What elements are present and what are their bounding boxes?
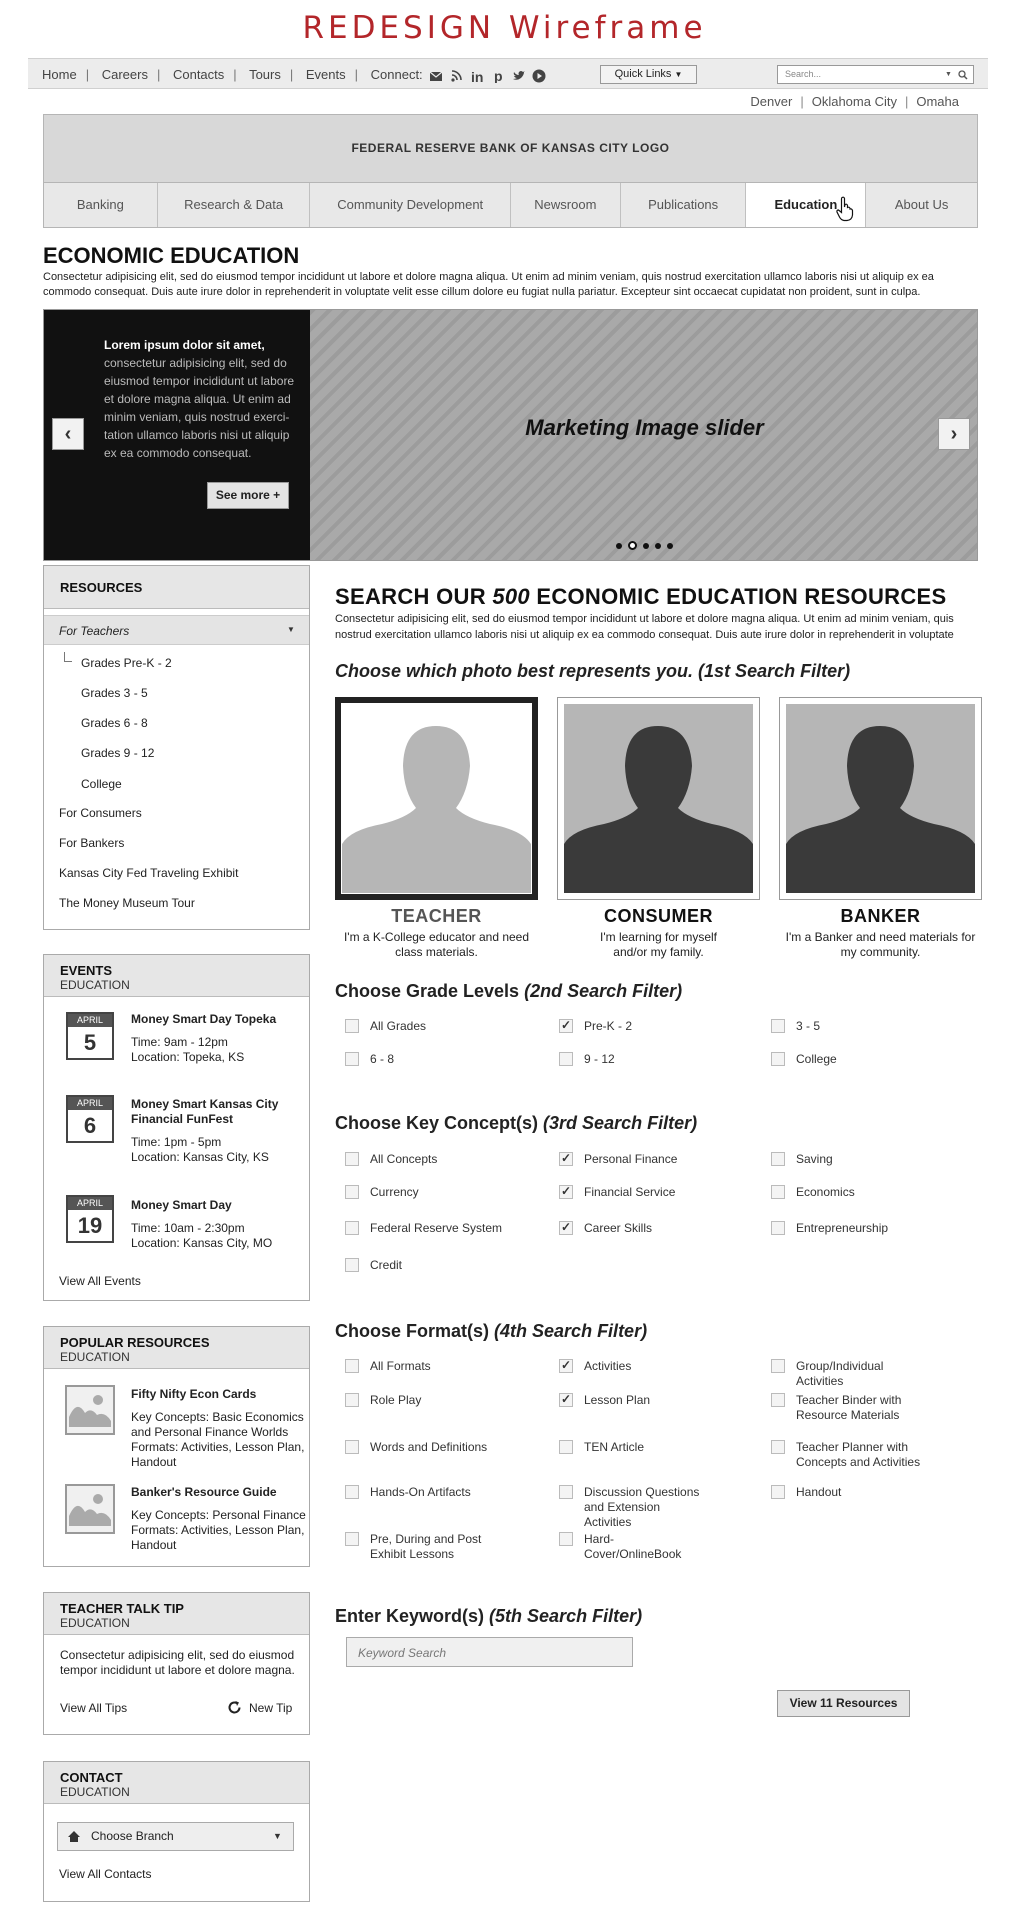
slider-dot[interactable] xyxy=(643,543,649,549)
filter3-option[interactable] xyxy=(345,1221,535,1236)
slider-image xyxy=(310,310,978,561)
avatar-placeholder xyxy=(786,704,975,893)
slider-prev-button[interactable] xyxy=(52,418,84,450)
nav-tab-research-data[interactable]: Research & Data xyxy=(158,183,311,227)
filter3-option[interactable] xyxy=(345,1152,535,1167)
pinterest-icon[interactable] xyxy=(493,69,505,83)
filter2-tag: (2nd Search Filter) xyxy=(524,981,683,1001)
event-day: 19 xyxy=(77,1213,103,1238)
event-location: Location: Topeka, KS xyxy=(131,1050,245,1064)
role-consumer xyxy=(557,906,760,960)
role-desc: I'm a K-College educator and need class materials. xyxy=(343,930,530,959)
resources-panel xyxy=(43,565,310,930)
svg-text:p: p xyxy=(494,68,503,83)
slider-dot[interactable] xyxy=(667,543,673,549)
filter2-heading xyxy=(335,981,682,1002)
filter4-option[interactable] xyxy=(345,1485,495,1500)
filter3-option[interactable] xyxy=(345,1185,535,1200)
city-omaha[interactable]: Omaha xyxy=(916,94,959,109)
filter3-heading xyxy=(335,1113,697,1134)
city-denver[interactable]: Denver xyxy=(750,94,793,109)
event-name[interactable]: Money Smart Day Topeka xyxy=(131,1012,277,1026)
choose-branch-label: Choose Branch xyxy=(91,1829,174,1843)
event-day: 5 xyxy=(83,1030,97,1055)
events-header xyxy=(44,955,309,997)
checkbox-label: Saving xyxy=(796,1152,833,1166)
tip-subtitle: EDUCATION xyxy=(60,1616,130,1630)
event-location: Location: Kansas City, KS xyxy=(131,1150,269,1164)
filter4-option[interactable] xyxy=(771,1440,931,1470)
filter3-option[interactable] xyxy=(559,1221,749,1236)
sidebar-link-traveling-exhibit[interactable]: Kansas City Fed Traveling Exhibit xyxy=(59,866,239,880)
checkbox-label: All Grades xyxy=(370,1019,427,1033)
logo-banner[interactable]: FEDERAL RESERVE BANK OF KANSAS CITY LOGO xyxy=(43,114,978,183)
nav-tab-about-us[interactable]: About Us xyxy=(894,197,949,212)
checkbox[interactable] xyxy=(345,1258,359,1272)
chevron-down-icon: ▼ xyxy=(674,70,683,79)
checkbox-label: Words and Definitions xyxy=(370,1440,488,1454)
grade-link-prek-2[interactable]: Grades Pre-K - 2 xyxy=(81,656,172,670)
checkbox-label: College xyxy=(796,1052,837,1066)
popular-item-desc: Key Concepts: Basic Economics and Personal Finance Worlds Formats: Activities, Lesson Plan, Handout xyxy=(131,1410,305,1469)
quick-links-dropdown[interactable] xyxy=(600,65,697,84)
slider-image-label: Marketing Image slider xyxy=(525,415,764,440)
calendar-icon xyxy=(66,1195,114,1243)
slider-next-button[interactable] xyxy=(938,418,970,450)
tip-text: Consectetur adipisicing elit, sed do eiusmod tempor incididunt ut labore et dolore magna. xyxy=(60,1648,295,1677)
event-month: APRIL xyxy=(68,1097,112,1110)
resources-title: RESOURCES xyxy=(44,566,309,609)
avatar-placeholder xyxy=(564,704,753,893)
grade-link-college[interactable]: College xyxy=(81,777,122,791)
chevron-down-icon: ▼ xyxy=(273,1831,282,1841)
checkbox-label: Activities xyxy=(584,1359,632,1373)
event-name[interactable]: Money Smart Day xyxy=(131,1198,232,1212)
quick-links-label: Quick Links xyxy=(614,68,672,80)
checkbox[interactable] xyxy=(771,1440,785,1454)
view-all-events-link[interactable]: View All Events xyxy=(59,1274,141,1288)
search-heading-post: ECONOMIC EDUCATION RESOURCES xyxy=(536,584,947,609)
filter2-option[interactable] xyxy=(559,1019,749,1034)
checkbox-checked[interactable] xyxy=(559,1152,573,1166)
event-item[interactable] xyxy=(131,1097,281,1165)
slider-dot[interactable] xyxy=(655,543,661,549)
checkbox-label: Credit xyxy=(370,1258,403,1272)
view-all-contacts-link[interactable]: View All Contacts xyxy=(59,1867,152,1881)
grade-link-6-8[interactable]: Grades 6 - 8 xyxy=(81,716,148,730)
checkbox-label: Pre, During and Post Exhibit Lessons xyxy=(370,1532,482,1561)
checkbox[interactable] xyxy=(345,1393,359,1407)
filter4-option[interactable] xyxy=(345,1440,495,1455)
checkbox[interactable] xyxy=(559,1485,573,1499)
popular-item-desc: Key Concepts: Personal Finance Formats: Activities, Lesson Plan, Handout xyxy=(131,1508,306,1552)
popular-title: POPULAR RESOURCES xyxy=(60,1335,210,1350)
filter4-option[interactable] xyxy=(559,1359,709,1374)
nav-tours[interactable]: Tours xyxy=(249,67,281,82)
image-placeholder-icon xyxy=(65,1385,115,1435)
contact-subtitle: EDUCATION xyxy=(60,1785,130,1799)
event-month: APRIL xyxy=(68,1014,112,1027)
filter4-heading-text: Choose Format(s) xyxy=(335,1321,490,1341)
slider-dot-active[interactable] xyxy=(628,541,637,550)
refresh-icon[interactable] xyxy=(227,1700,242,1715)
teacher-tip-panel xyxy=(43,1592,310,1735)
youtube-icon[interactable] xyxy=(532,69,546,83)
checkbox[interactable] xyxy=(345,1019,359,1033)
twitter-icon[interactable] xyxy=(512,70,526,82)
checkbox-label: Teacher Binder with Resource Materials xyxy=(796,1393,902,1422)
role-desc: I'm learning for myself and/or my family. xyxy=(600,930,717,959)
chevron-right-icon: › xyxy=(950,423,958,445)
checkbox-checked[interactable] xyxy=(559,1221,573,1235)
banker-photo-option[interactable] xyxy=(779,697,982,900)
linkedin-icon[interactable] xyxy=(471,69,487,83)
checkbox-label: 3 - 5 xyxy=(796,1019,821,1033)
nav-tab-community-development[interactable]: Community Development xyxy=(310,183,511,227)
checkbox[interactable] xyxy=(559,1052,573,1066)
checkbox[interactable] xyxy=(345,1532,359,1546)
popular-item-name[interactable]: Fifty Nifty Econ Cards xyxy=(131,1387,257,1401)
checkbox[interactable] xyxy=(345,1185,359,1199)
chevron-left-icon: ‹ xyxy=(64,423,72,445)
checkbox-label: 6 - 8 xyxy=(370,1052,395,1066)
checkbox-label: Entrepreneurship xyxy=(796,1221,889,1235)
nav-tab-newsroom[interactable]: Newsroom xyxy=(511,183,621,227)
page-intro: Consectetur adipisicing elit, sed do eiusmod tempor incididunt ut labore et dolore magna aliqua. Ut enim ad minim veniam, quis nostrud exercitation ullamco laboris nisi ut aliquip ex ea commodo consequat. Duis aute irure dolor in reprehenderit in voluptate velit esse cillum dolore eu fugiat nulla pariatur. Excepteur sint occaecat cupidatat non proident, sunt in culpa. xyxy=(43,271,934,298)
filter3-option[interactable] xyxy=(345,1258,535,1273)
checkbox-label: 9 - 12 xyxy=(584,1052,615,1066)
marketing-slider xyxy=(43,309,978,561)
events-panel xyxy=(43,954,310,1301)
city-links: Denver | Oklahoma City | Omaha xyxy=(750,94,959,109)
for-teachers-label: For Teachers xyxy=(59,624,130,638)
role-desc: I'm a Banker and need materials for my community. xyxy=(785,930,976,959)
filter4-option[interactable] xyxy=(345,1359,495,1374)
view-resources-button[interactable]: View 11 Resources xyxy=(777,1690,910,1717)
checkbox[interactable] xyxy=(771,1185,785,1199)
role-teacher xyxy=(335,906,538,960)
page-title: REDESIGN Wireframe xyxy=(302,10,707,46)
slider-caption xyxy=(104,336,299,462)
checkbox-label: TEN Article xyxy=(584,1440,645,1454)
filter3-option[interactable] xyxy=(771,1152,961,1167)
calendar-icon xyxy=(66,1012,114,1060)
role-banker xyxy=(779,906,982,960)
tree-connector xyxy=(64,652,72,662)
popular-item[interactable] xyxy=(131,1387,306,1470)
checkbox-label: Role Play xyxy=(370,1393,422,1407)
slider-dot[interactable] xyxy=(616,543,622,549)
popular-resources-panel xyxy=(43,1326,310,1567)
hand-cursor-icon xyxy=(836,196,856,222)
filter4-option[interactable] xyxy=(559,1393,709,1408)
city-oklahoma-city[interactable]: Oklahoma City xyxy=(811,94,897,109)
checkbox-label: Lesson Plan xyxy=(584,1393,651,1407)
checkbox-checked[interactable] xyxy=(559,1393,573,1407)
for-teachers-toggle[interactable] xyxy=(44,615,309,645)
slider-caption-panel xyxy=(44,310,310,561)
filter4-option[interactable] xyxy=(559,1485,709,1530)
event-item[interactable] xyxy=(131,1198,301,1251)
checkbox[interactable] xyxy=(345,1440,359,1454)
svg-text:in: in xyxy=(470,68,484,83)
sidebar-link-money-museum[interactable]: The Money Museum Tour xyxy=(59,896,195,910)
checkbox-label: Economics xyxy=(796,1185,855,1199)
filter4-heading xyxy=(335,1321,647,1342)
popular-item-name[interactable]: Banker's Resource Guide xyxy=(131,1485,277,1499)
checkbox[interactable] xyxy=(345,1359,359,1373)
choose-branch-select[interactable] xyxy=(57,1822,294,1851)
checkbox-label: Personal Finance xyxy=(584,1152,678,1166)
checkbox[interactable] xyxy=(771,1052,785,1066)
filter2-heading-text: Choose Grade Levels xyxy=(335,981,520,1001)
nav-tab-education[interactable]: Education xyxy=(746,183,866,227)
sidebar-link-bankers[interactable]: For Bankers xyxy=(59,836,125,850)
nav-contacts[interactable]: Contacts xyxy=(172,67,225,82)
event-name[interactable]: Money Smart Kansas City Financial FunFest xyxy=(131,1097,279,1126)
filter3-option[interactable] xyxy=(559,1185,749,1200)
event-time: Time: 1pm - 5pm xyxy=(131,1135,222,1149)
checkbox-label: Financial Service xyxy=(584,1185,676,1199)
nav-events[interactable]: Events xyxy=(305,67,346,82)
search-heading-pre: SEARCH OUR xyxy=(335,584,486,609)
image-placeholder-icon xyxy=(65,1484,115,1534)
keyword-search-input[interactable]: Keyword Search xyxy=(346,1637,633,1667)
events-subtitle: EDUCATION xyxy=(60,978,130,992)
slider-caption-bold: Lorem ipsum dolor sit amet, xyxy=(104,338,265,352)
contact-panel xyxy=(43,1761,310,1902)
filter4-option[interactable] xyxy=(559,1532,709,1562)
slider-caption-text: consectetur adipisicing elit, sed do eiusmod tempor incididunt ut labore et dolore magna aliqua. Ut enim ad minim veniam, quis nostrud exerci-tation ullamco laboris nisi ut aliquip ex ea commodo consequat. xyxy=(104,356,295,460)
events-title: EVENTS xyxy=(60,963,113,978)
checkbox-label: Pre-K - 2 xyxy=(584,1019,633,1033)
filter5-heading-text: Enter Keyword(s) xyxy=(335,1606,485,1626)
view-all-tips-link[interactable]: View All Tips xyxy=(60,1701,128,1715)
contact-header xyxy=(44,1762,309,1804)
page-heading: ECONOMIC EDUCATION xyxy=(43,243,300,268)
site-search-input[interactable] xyxy=(777,65,974,84)
utility-nav: Home | Careers | Contacts | Tours | Events | Connect: in p xyxy=(42,67,546,83)
filter2-option[interactable] xyxy=(771,1019,961,1034)
search-intro: Consectetur adipisicing elit, sed do eiusmod tempor incididunt ut labore et dolore magna aliqua. Ut enim ad minim veniam, quis nostrud exercitation ullamco laboris nisi ut aliquip ex ea commodo consequat. Duis aute irure dolor in reprehenderit in voluptate xyxy=(335,613,954,641)
filter4-option[interactable] xyxy=(345,1532,495,1562)
popular-item[interactable] xyxy=(131,1485,306,1553)
filter4-option[interactable] xyxy=(771,1485,931,1500)
checkbox[interactable] xyxy=(771,1359,785,1373)
checkbox-label: Teacher Planner with Concepts and Activities xyxy=(796,1440,921,1469)
mail-icon[interactable] xyxy=(429,70,443,82)
checkbox-checked[interactable] xyxy=(559,1359,573,1373)
nav-connect-label: Connect: xyxy=(370,67,423,82)
chevron-down-icon: ▼ xyxy=(287,625,295,634)
checkbox-label: Currency xyxy=(370,1185,419,1199)
teacher-photo-option[interactable] xyxy=(335,697,538,900)
role-name: BANKER xyxy=(840,906,921,926)
tip-header xyxy=(44,1593,309,1635)
checkbox[interactable] xyxy=(345,1485,359,1499)
checkbox-label: Hands-On Artifacts xyxy=(370,1485,471,1499)
tip-title: TEACHER TALK TIP xyxy=(60,1601,184,1616)
utility-bar xyxy=(28,58,988,89)
filter2-option[interactable] xyxy=(559,1052,749,1067)
filter3-option[interactable] xyxy=(771,1221,961,1236)
search-heading-count: 500 xyxy=(492,584,530,609)
event-month: APRIL xyxy=(68,1197,112,1210)
checkbox[interactable] xyxy=(771,1221,785,1235)
checkbox-label: Discussion Questions and Extension Activities xyxy=(584,1485,700,1529)
new-tip-button[interactable]: New Tip xyxy=(249,1701,293,1715)
sidebar-link-consumers[interactable]: For Consumers xyxy=(59,806,142,820)
filter3-heading-text: Choose Key Concept(s) xyxy=(335,1113,539,1133)
filter5-heading xyxy=(335,1606,642,1627)
event-day: 6 xyxy=(83,1113,97,1138)
checkbox[interactable] xyxy=(559,1440,573,1454)
checkbox[interactable] xyxy=(771,1152,785,1166)
event-item[interactable] xyxy=(131,1012,301,1065)
filter4-option[interactable] xyxy=(771,1393,931,1423)
filter3-option[interactable] xyxy=(771,1185,961,1200)
checkbox[interactable] xyxy=(771,1485,785,1499)
slider-dots xyxy=(310,536,978,554)
event-location: Location: Kansas City, MO xyxy=(131,1236,273,1250)
checkbox[interactable] xyxy=(345,1152,359,1166)
consumer-photo-option[interactable] xyxy=(557,697,760,900)
popular-header xyxy=(44,1327,309,1369)
role-name: TEACHER xyxy=(391,906,482,926)
checkbox-label: Hard-Cover/OnlineBook xyxy=(584,1532,682,1561)
checkbox-label: Handout xyxy=(796,1485,842,1499)
filter2-option[interactable] xyxy=(345,1019,535,1034)
checkbox[interactable] xyxy=(771,1393,785,1407)
see-more-button[interactable]: See more + xyxy=(207,482,289,509)
event-time: Time: 9am - 12pm xyxy=(131,1035,228,1049)
avatar-placeholder xyxy=(342,704,531,893)
checkbox-label: All Concepts xyxy=(370,1152,438,1166)
nav-careers[interactable]: Careers xyxy=(101,67,148,82)
nav-home[interactable]: Home xyxy=(42,67,77,82)
checkbox-checked[interactable] xyxy=(559,1019,573,1033)
checkbox-checked[interactable] xyxy=(559,1185,573,1199)
filter2-option[interactable] xyxy=(345,1052,535,1067)
filter4-option[interactable] xyxy=(771,1359,931,1389)
filter3-tag: (3rd Search Filter) xyxy=(543,1113,698,1133)
popular-subtitle: EDUCATION xyxy=(60,1350,130,1364)
search-icon[interactable] xyxy=(958,70,968,80)
filter1-heading: Choose which photo best represents you. (1st Search Filter) xyxy=(335,661,851,681)
nav-tab-publications[interactable]: Publications xyxy=(621,183,747,227)
search-placeholder: Search... xyxy=(785,69,822,79)
checkbox[interactable] xyxy=(771,1019,785,1033)
chevron-down-icon[interactable]: ▼ xyxy=(945,71,952,78)
checkbox-label: Career Skills xyxy=(584,1221,653,1235)
role-name: CONSUMER xyxy=(603,906,713,926)
rss-icon[interactable] xyxy=(450,70,464,82)
checkbox[interactable] xyxy=(559,1532,573,1546)
search-heading xyxy=(335,584,947,610)
contact-title: CONTACT xyxy=(60,1770,123,1785)
checkbox-label: All Formats xyxy=(370,1359,431,1373)
filter3-option[interactable] xyxy=(559,1152,749,1167)
event-time: Time: 10am - 2:30pm xyxy=(131,1221,245,1235)
grade-link-9-12[interactable]: Grades 9 - 12 xyxy=(81,746,155,760)
checkbox-label: Group/Individual Activities xyxy=(796,1359,884,1388)
filter4-option[interactable] xyxy=(345,1393,495,1408)
filter4-tag: (4th Search Filter) xyxy=(494,1321,648,1341)
grade-link-3-5[interactable]: Grades 3 - 5 xyxy=(81,686,148,700)
filter2-option[interactable] xyxy=(771,1052,961,1067)
checkbox-label: Federal Reserve System xyxy=(370,1221,503,1235)
filter4-option[interactable] xyxy=(559,1440,709,1455)
checkbox[interactable] xyxy=(345,1052,359,1066)
nav-tab-banking[interactable]: Banking xyxy=(44,183,158,227)
checkbox[interactable] xyxy=(345,1221,359,1235)
filter5-tag: (5th Search Filter) xyxy=(489,1606,643,1626)
home-icon xyxy=(67,1830,81,1843)
calendar-icon xyxy=(66,1095,114,1143)
